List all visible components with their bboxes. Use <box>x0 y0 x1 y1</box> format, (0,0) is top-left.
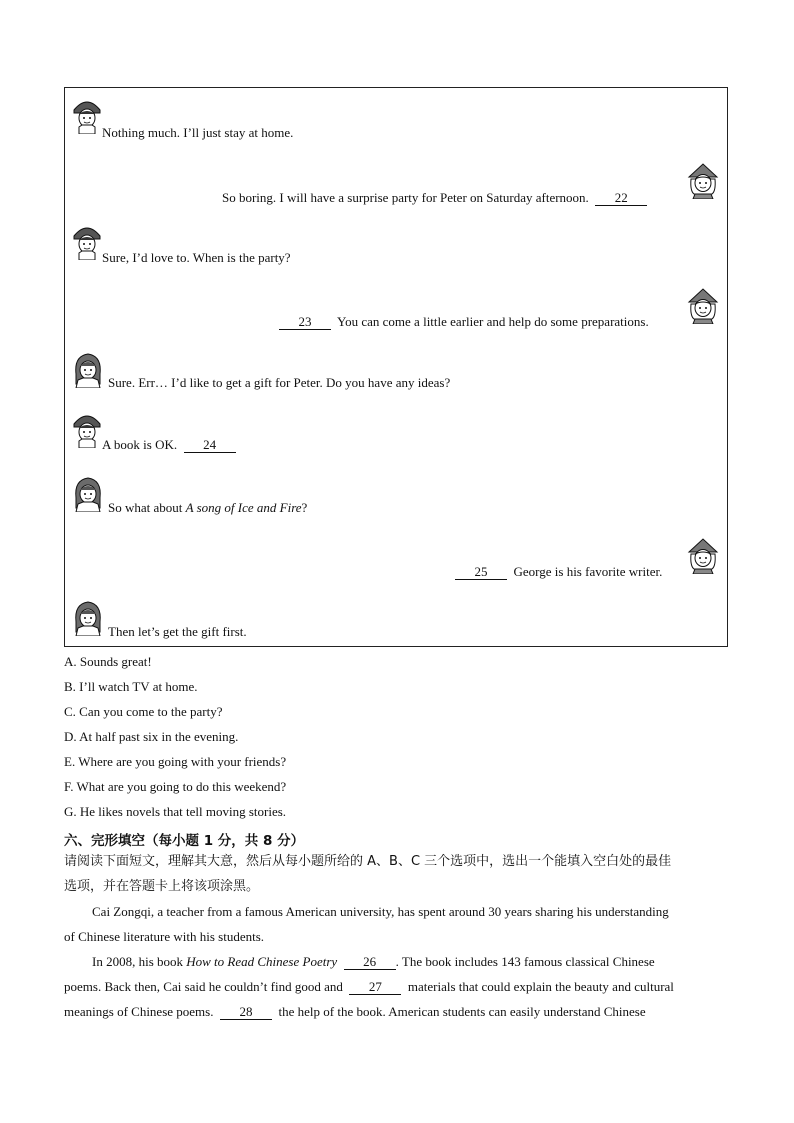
passage-p2-line-2: poems. Back then, Cai said he couldn’t find good and 27 materials that could explain the beauty and cultural <box>64 979 674 994</box>
blank-28[interactable]: 28 <box>220 1005 272 1020</box>
blank-23[interactable]: 23 <box>279 315 331 330</box>
dialogue-line-2: So boring. I will have a surprise party for Peter on Saturday afternoon. 22 <box>222 190 647 206</box>
blank-22[interactable]: 22 <box>595 191 647 206</box>
option-b: B. I’ll watch TV at home. <box>64 679 198 694</box>
instruction-line-1: 请阅读下面短文，理解其大意，然后从每小题所给的 A、B、C 三个选项中，选出一个能填入空白处的最佳 <box>64 854 672 869</box>
dialogue-line-1: Nothing much. I’ll just stay at home. <box>102 125 294 140</box>
blank-26[interactable]: 26 <box>344 955 396 970</box>
dialogue-line-3: Sure, I’d love to. When is the party? <box>102 250 291 265</box>
passage-p1-line-1: Cai Zongqi, a teacher from a famous American university, has spent around 30 years sharing his understanding <box>92 904 669 919</box>
girl-avatar-icon <box>70 410 104 448</box>
dialogue-line-6: A book is OK. 24 <box>102 437 236 453</box>
passage-p2-line-3: meanings of Chinese poems. 28 the help of the book. American students can easily understand Chinese <box>64 1004 646 1019</box>
woman-avatar-icon <box>686 536 720 574</box>
option-g: G. He likes novels that tell moving stories. <box>64 804 287 819</box>
passage-p1-line-2: of Chinese literature with his students. <box>64 929 265 944</box>
woman-avatar-icon <box>686 286 720 324</box>
girl2-avatar-icon <box>71 598 105 636</box>
option-a: A. Sounds great! <box>64 654 152 669</box>
blank-27[interactable]: 27 <box>349 980 401 995</box>
option-f: F. What are you going to do this weekend? <box>64 779 287 794</box>
woman-avatar-icon <box>686 161 720 199</box>
passage-p2-line-1: In 2008, his book How to Read Chinese Poetry 26 . The book includes 143 famous classical Chinese <box>92 954 655 969</box>
blank-25[interactable]: 25 <box>455 565 507 580</box>
instruction-line-2: 选项，并在答题卡上将该项涂黑。 <box>64 879 260 894</box>
section-title: 六、完形填空（每小题 1 分，共 8 分） <box>64 833 305 849</box>
option-c: C. Can you come to the party? <box>64 704 223 719</box>
dialogue-line-9: Then let’s get the gift first. <box>108 624 247 639</box>
dialogue-box <box>64 87 728 647</box>
option-d: D. At half past six in the evening. <box>64 729 239 744</box>
dialogue-line-7: So what about A song of Ice and Fire? <box>108 500 308 515</box>
girl2-avatar-icon <box>71 350 105 388</box>
option-e: E. Where are you going with your friends? <box>64 754 287 769</box>
dialogue-line-8: 25 George is his favorite writer. <box>455 564 662 580</box>
dialogue-line-4: 23 You can come a little earlier and help do some preparations. <box>279 314 649 330</box>
girl-avatar-icon <box>70 96 104 134</box>
dialogue-line-5: Sure. Err… I’d like to get a gift for Peter. Do you have any ideas? <box>108 375 451 390</box>
blank-24[interactable]: 24 <box>184 438 236 453</box>
girl2-avatar-icon <box>71 474 105 512</box>
girl-avatar-icon <box>70 222 104 260</box>
